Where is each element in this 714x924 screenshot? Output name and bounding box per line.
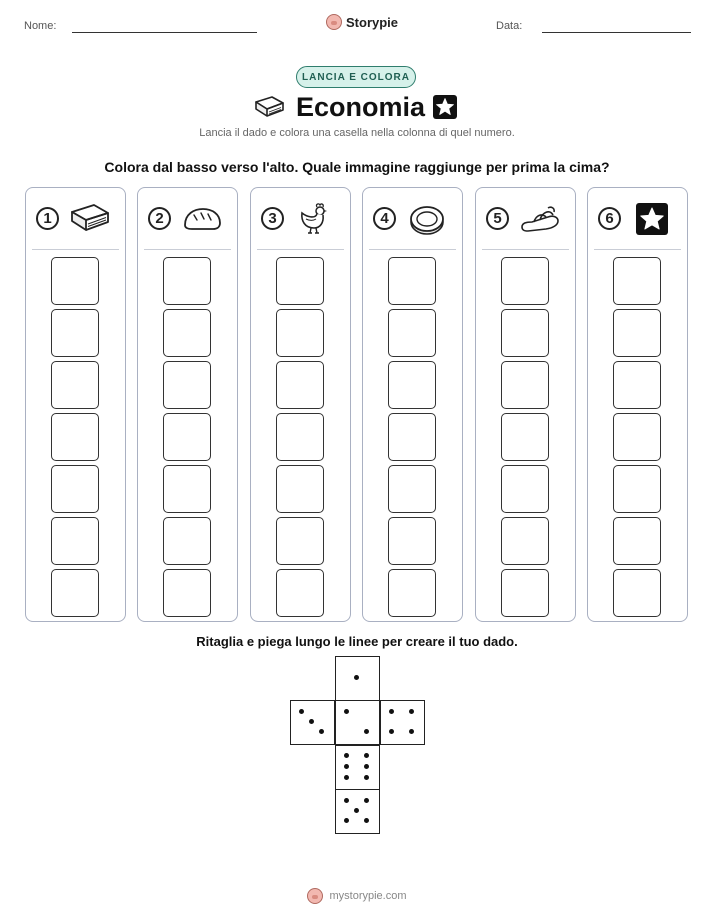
color-cell[interactable] xyxy=(613,361,661,409)
column-6 xyxy=(587,187,688,622)
color-cell[interactable] xyxy=(51,361,99,409)
color-cell[interactable] xyxy=(276,309,324,357)
color-cell[interactable] xyxy=(276,517,324,565)
column-header xyxy=(251,188,350,248)
color-cell[interactable] xyxy=(501,569,549,617)
column-header xyxy=(26,188,125,248)
book-icon xyxy=(68,201,112,237)
column-divider xyxy=(144,249,231,250)
footer-url[interactable]: mystorypie.com xyxy=(329,890,407,902)
date-label: Data: xyxy=(496,20,523,32)
bread-icon xyxy=(180,201,224,237)
column-1 xyxy=(25,187,126,622)
star-icon xyxy=(630,201,674,237)
cut-instruction: Ritaglia e piega lungo le linee per creare il tuo dado. xyxy=(196,634,518,649)
column-number: 4 xyxy=(373,207,396,230)
color-cell[interactable] xyxy=(388,361,436,409)
column-number: 3 xyxy=(261,207,284,230)
chicken-icon xyxy=(293,201,337,237)
color-cell[interactable] xyxy=(388,569,436,617)
color-cell[interactable] xyxy=(388,465,436,513)
column-divider xyxy=(482,249,569,250)
color-cell[interactable] xyxy=(388,517,436,565)
color-cell[interactable] xyxy=(613,309,661,357)
color-cell[interactable] xyxy=(51,569,99,617)
pig-icon xyxy=(307,888,323,904)
color-cell[interactable] xyxy=(276,413,324,461)
color-cell[interactable] xyxy=(613,465,661,513)
color-cell[interactable] xyxy=(388,257,436,305)
color-cell[interactable] xyxy=(276,257,324,305)
page-title: Economia xyxy=(296,92,426,122)
color-cell[interactable] xyxy=(501,413,549,461)
date-line[interactable] xyxy=(542,32,691,33)
color-cell[interactable] xyxy=(163,465,211,513)
die-face-3 xyxy=(290,700,335,745)
activity-badge: LANCIA E COLORA xyxy=(296,66,416,88)
coin-icon xyxy=(405,201,449,237)
name-line[interactable] xyxy=(72,32,257,33)
die-face-2 xyxy=(335,700,380,745)
column-header xyxy=(588,188,687,248)
color-cell[interactable] xyxy=(501,517,549,565)
color-cell[interactable] xyxy=(501,465,549,513)
color-cell[interactable] xyxy=(51,257,99,305)
color-cell[interactable] xyxy=(276,569,324,617)
color-cell[interactable] xyxy=(613,569,661,617)
color-cell[interactable] xyxy=(276,361,324,409)
column-2 xyxy=(137,187,238,622)
question: Colora dal basso verso l'alto. Quale immagine raggiunge per prima la cima? xyxy=(104,159,610,175)
column-number: 5 xyxy=(486,207,509,230)
column-header xyxy=(476,188,575,248)
column-divider xyxy=(257,249,344,250)
column-divider xyxy=(594,249,681,250)
color-cell[interactable] xyxy=(388,413,436,461)
color-cell[interactable] xyxy=(163,569,211,617)
color-cell[interactable] xyxy=(51,517,99,565)
footer xyxy=(0,888,714,904)
brand-logo xyxy=(326,14,398,30)
column-header xyxy=(363,188,462,248)
color-cell[interactable] xyxy=(51,413,99,461)
star-icon xyxy=(432,94,458,120)
sandal-icon xyxy=(518,201,562,237)
color-cell[interactable] xyxy=(163,309,211,357)
die-face-6 xyxy=(335,745,380,790)
color-cell[interactable] xyxy=(51,309,99,357)
color-cell[interactable] xyxy=(163,257,211,305)
column-header xyxy=(138,188,237,248)
color-cell[interactable] xyxy=(501,309,549,357)
column-number: 6 xyxy=(598,207,621,230)
color-cell[interactable] xyxy=(276,465,324,513)
column-number: 2 xyxy=(148,207,171,230)
color-cell[interactable] xyxy=(613,413,661,461)
color-cell[interactable] xyxy=(163,413,211,461)
column-number: 1 xyxy=(36,207,59,230)
color-cell[interactable] xyxy=(613,257,661,305)
die-face-5 xyxy=(335,789,380,834)
brand-name: Storypie xyxy=(346,14,399,30)
column-4 xyxy=(362,187,463,622)
die-face-4 xyxy=(380,700,425,745)
color-cell[interactable] xyxy=(613,517,661,565)
color-cell[interactable] xyxy=(388,309,436,357)
book-icon xyxy=(252,94,286,120)
column-divider xyxy=(369,249,456,250)
subtitle: Lancia il dado e colora una casella nella colonna di quel numero. xyxy=(199,127,515,139)
column-divider xyxy=(32,249,119,250)
color-cell[interactable] xyxy=(51,465,99,513)
color-cell[interactable] xyxy=(163,361,211,409)
color-cell[interactable] xyxy=(501,361,549,409)
name-label: Nome: xyxy=(24,20,57,32)
color-cell[interactable] xyxy=(163,517,211,565)
pig-icon xyxy=(326,14,342,30)
die-face-1 xyxy=(335,656,380,701)
color-cell[interactable] xyxy=(501,257,549,305)
column-5 xyxy=(475,187,576,622)
column-3 xyxy=(250,187,351,622)
